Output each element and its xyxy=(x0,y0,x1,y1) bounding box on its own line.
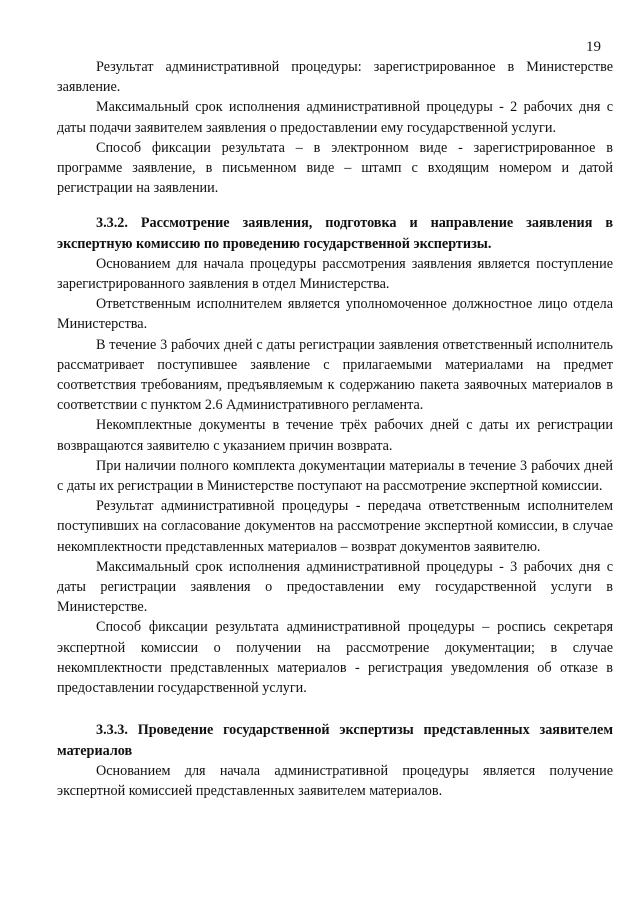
section-heading-3-3-3: 3.3.3. Проведение государственной экспертизы представленных заявителем материалов xyxy=(57,722,613,759)
paragraph: Результат административной процедуры: зарегистрированное в Министерстве заявление. xyxy=(57,59,613,96)
paragraph: При наличии полного комплекта документации материалы в течение 3 рабочих дней с даты их регистрации в Министерстве поступают на рассмотрение экспертной комиссии. xyxy=(57,457,613,495)
page-number: 19 xyxy=(586,39,601,55)
section-heading-3-3-2: 3.3.2. Рассмотрение заявления, подготовка и направление заявления в экспертную комиссию по проведению государственной экспертизы. xyxy=(57,215,613,252)
paragraph: Способ фиксации результата – в электронном виде - зарегистрированное в программе заявление, в письменном виде – штамп с входящим номером и датой регистрации на заявлении. xyxy=(57,139,613,197)
paragraph: Ответственным исполнителем является уполномоченное должностное лицо отдела Министерства. xyxy=(57,296,613,333)
paragraph: Основанием для начала административной процедуры является получение экспертной комиссией представленных заявителем материалов. xyxy=(57,762,613,799)
paragraph: Основанием для начала процедуры рассмотрения заявления является поступление зарегистрированного заявления в отдел Министерства. xyxy=(57,255,613,293)
paragraph: Способ фиксации результата административной процедуры – роспись секретаря экспертной комиссии о получении на рассмотрение документации; в случае некомплектности представленных материалов - регистрация уведомления об отказе в предоставлении государственной услуги. xyxy=(57,619,613,697)
paragraph: Некомплектные документы в течение трёх рабочих дней с даты их регистрации возвращаются заявителю с указанием причин возврата. xyxy=(57,417,613,454)
paragraph: В течение 3 рабочих дней с даты регистрации заявления ответственный исполнитель рассматривает поступившее заявление с прилагаемыми материалами на предмет соответствия требованиям, предъявляемым к содержанию пакета заявочных материалов в соответствии с пунктом 2.6 Административного регламента. xyxy=(57,336,613,414)
document-body xyxy=(57,57,613,801)
paragraph: Результат административной процедуры - передача ответственным исполнителем поступивших на согласование документов на рассмотрение экспертной комиссии, в случае некомплектности представленных материалов – возврат документов заявителю. xyxy=(57,498,613,555)
paragraph: Максимальный срок исполнения административной процедуры - 2 рабочих дня с даты подачи заявителем заявления о предоставлении ему государственной услуги. xyxy=(57,99,613,136)
paragraph: Максимальный срок исполнения административной процедуры - 3 рабочих дня с даты регистрации заявления о предоставлении ему государственной услуги в Министерстве. xyxy=(57,558,613,616)
